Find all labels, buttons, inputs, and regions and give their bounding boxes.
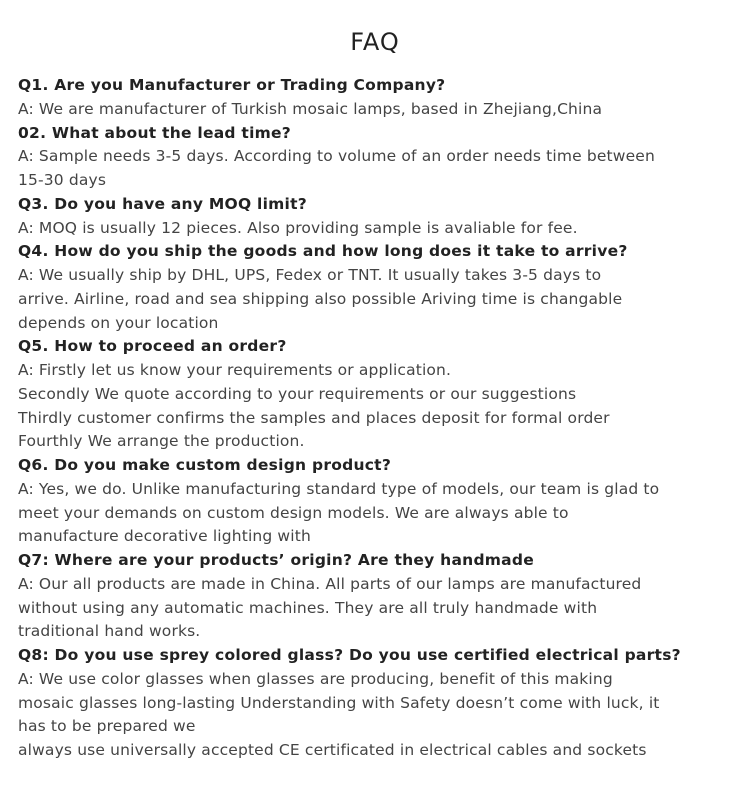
- faq-answer-line: manufacture decorative lighting with: [18, 527, 311, 546]
- faq-question: Q8: Do you use sprey colored glass? Do you use certified electrical parts?: [18, 646, 681, 664]
- faq-answer-line: always use universally accepted CE certificated in electrical cables and sockets: [18, 741, 647, 759]
- faq-answer-line: Secondly We quote according to your requirements or our suggestions: [18, 384, 577, 403]
- faq-question: Q3. Do you have any MOQ limit?: [18, 194, 308, 213]
- faq-answer-line: depends on your location: [18, 313, 219, 332]
- faq-answer-line: A: Firstly let us know your requirements or application.: [18, 361, 452, 379]
- faq-answer-line: traditional hand works.: [18, 622, 201, 641]
- faq-question: 02. What about the lead time?: [18, 123, 292, 142]
- faq-answer-line: has to be prepared we: [18, 717, 196, 736]
- faq-answer-line: Fourthly We arrange the production.: [18, 432, 305, 451]
- faq-question: Q1. Are you Manufacturer or Trading Company?: [18, 76, 446, 94]
- faq-question: Q4. How do you ship the goods and how long does it take to arrive?: [18, 242, 628, 261]
- faq-answer-line: A: Sample needs 3-5 days. According to volume of an order needs time between: [18, 147, 655, 166]
- faq-answer-line: without using any automatic machines. They are all truly handmade with: [18, 598, 598, 617]
- faq-question: Q7: Where are your products’ origin? Are they handmade: [18, 551, 535, 569]
- faq-answer-line: A: MOQ is usually 12 pieces. Also providing sample is avaliable for fee.: [18, 218, 578, 237]
- faq-question: Q6. Do you make custom design product?: [18, 456, 392, 474]
- faq-answer-line: A: Yes, we do. Unlike manufacturing standard type of models, our team is glad to: [18, 479, 660, 498]
- faq-answer-line: A: We are manufacturer of Turkish mosaic lamps, based in Zhejiang,China: [18, 99, 603, 118]
- faq-answer-line: arrive. Airline, road and sea shipping also possible Ariving time is changable: [18, 289, 623, 308]
- faq-question: Q5. How to proceed an order?: [18, 337, 287, 356]
- page-title: FAQ: [350, 28, 400, 56]
- faq-answer-line: meet your demands on custom design models. We are always able to: [18, 503, 569, 522]
- faq-answer-line: A: Our all products are made in China. All parts of our lamps are manufactured: [18, 574, 642, 593]
- faq-answer-line: 15-30 days: [18, 171, 107, 189]
- faq-answer-line: A: We use color glasses when glasses are producing, benefit of this making: [18, 669, 613, 688]
- faq-answer-line: Thirdly customer confirms the samples and places deposit for formal order: [18, 408, 610, 427]
- faq-answer-line: mosaic glasses long-lasting Understanding with Safety doesn’t come with luck, it: [18, 693, 660, 712]
- faq-list: [18, 74, 743, 763]
- faq-answer-line: A: We usually ship by DHL, UPS, Fedex or TNT. It usually takes 3-5 days to: [18, 266, 602, 284]
